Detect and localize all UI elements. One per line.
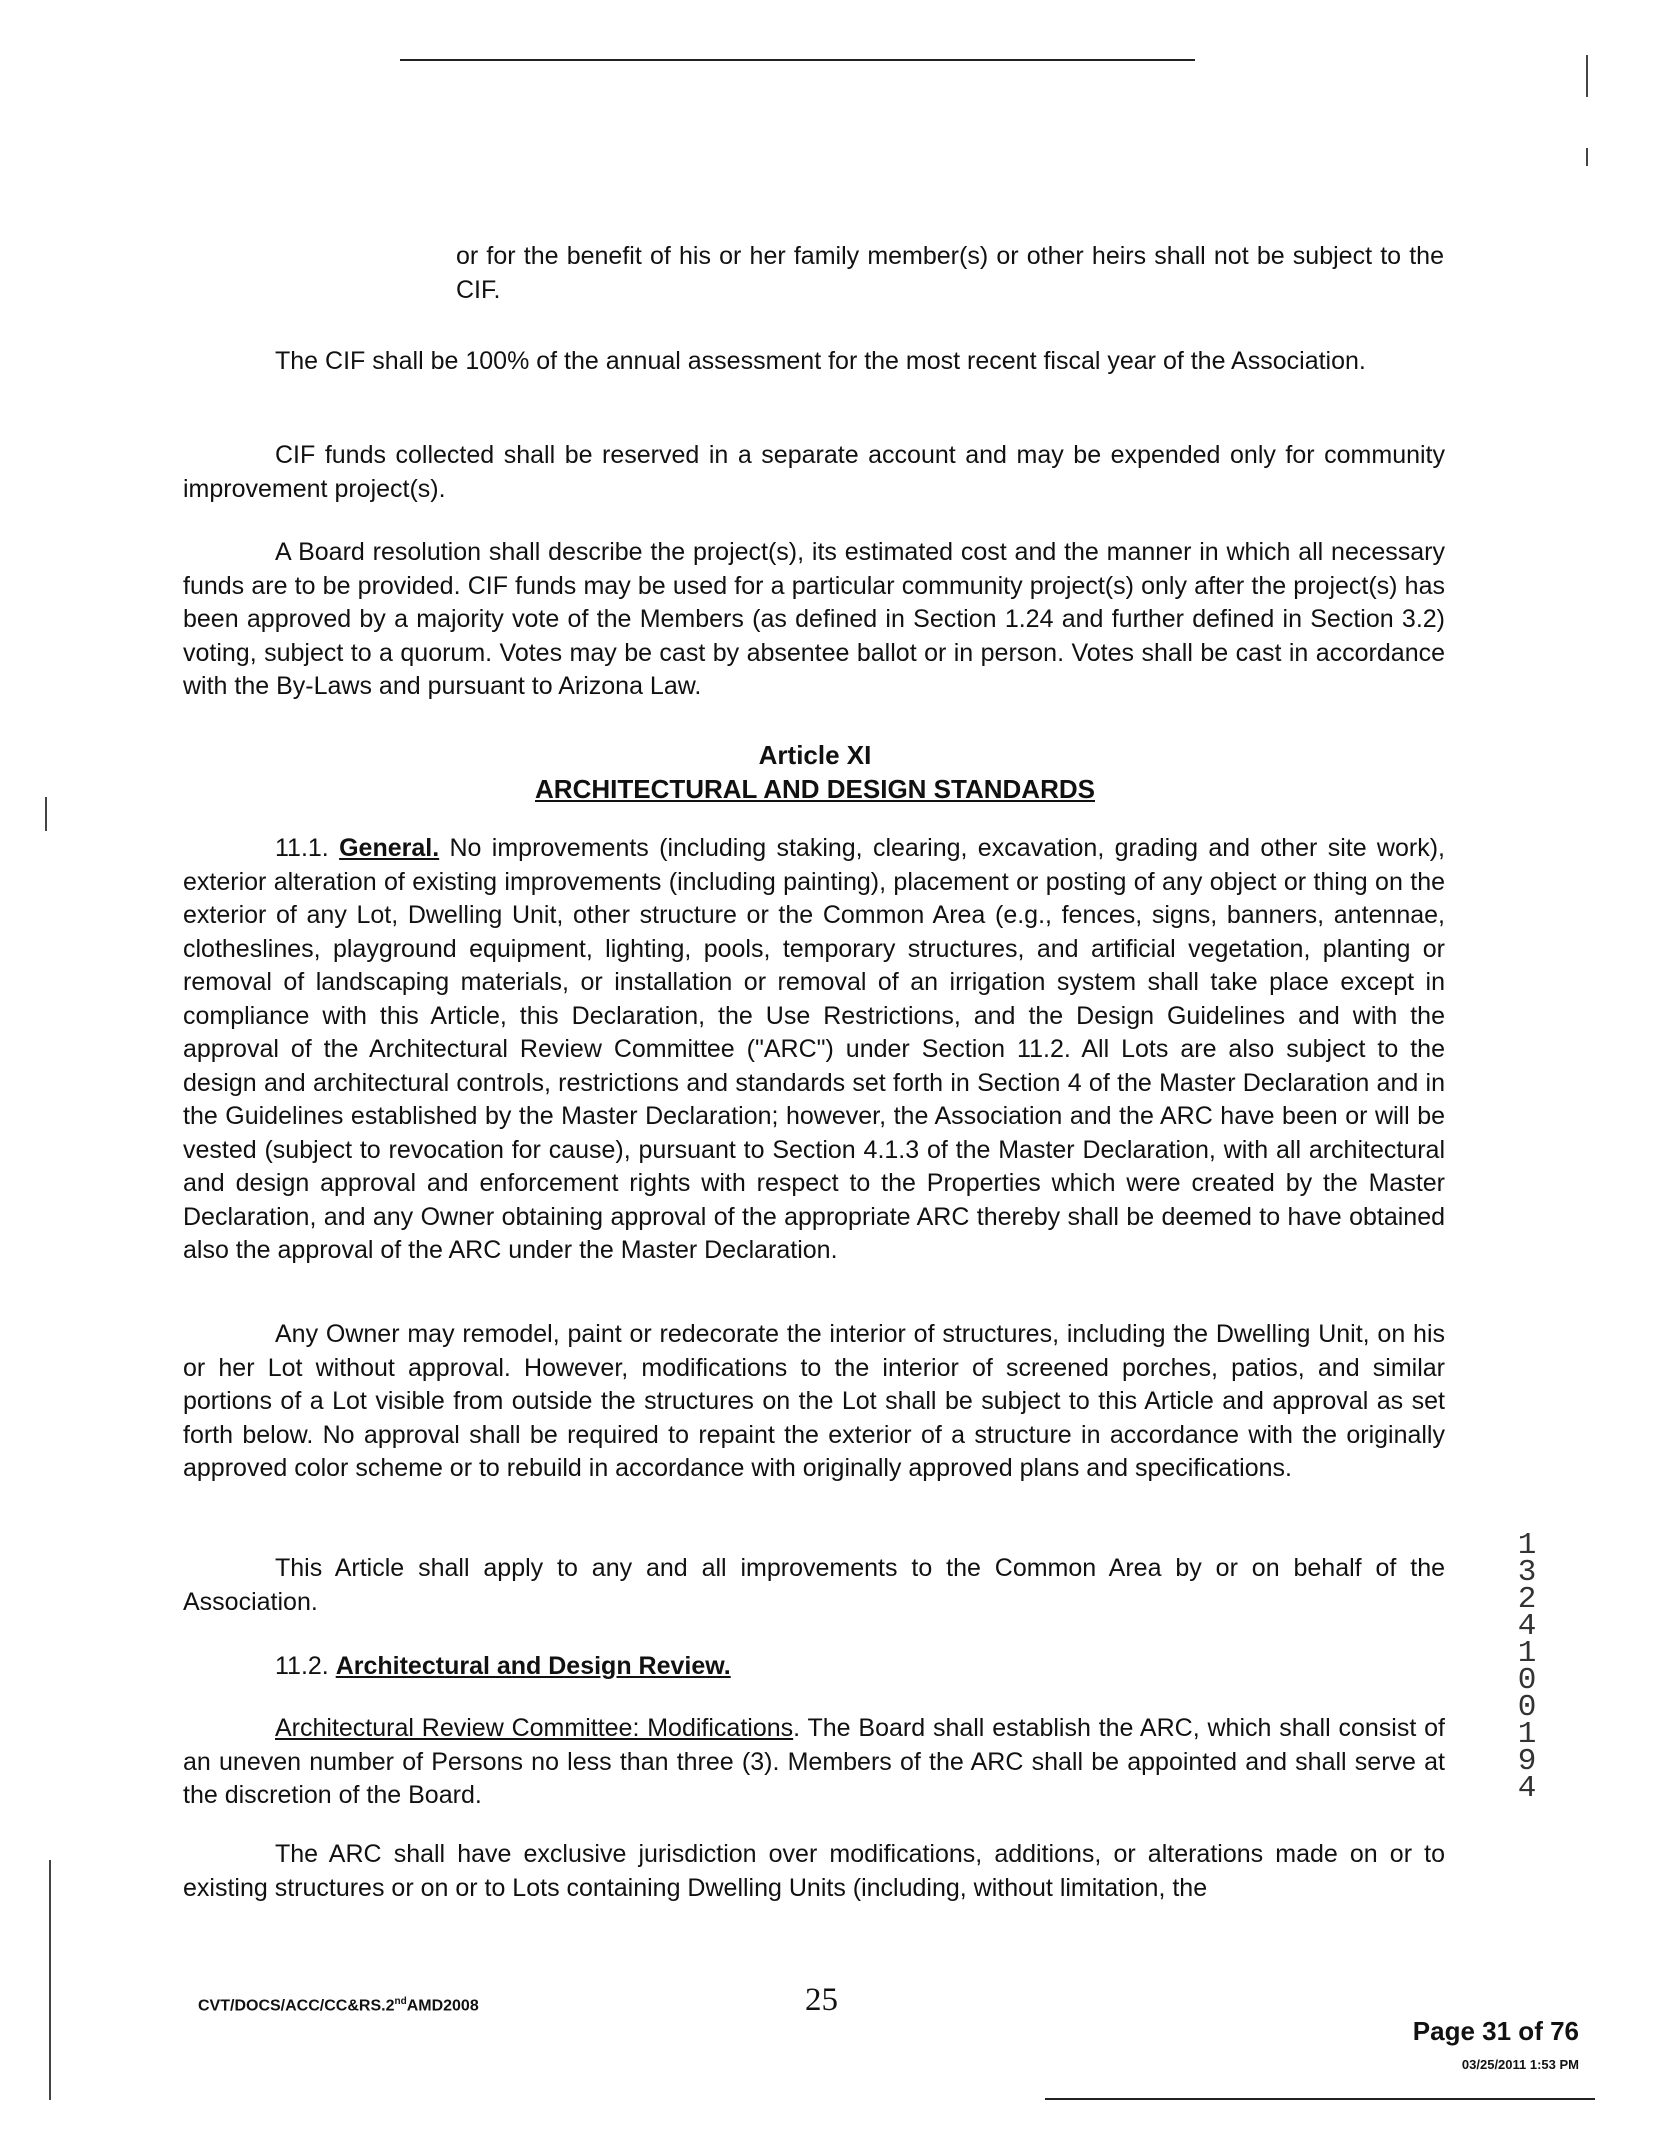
article-title: ARCHITECTURAL AND DESIGN STANDARDS	[535, 774, 1095, 804]
page-number: 25	[805, 1982, 838, 2018]
section-11-2	[183, 1650, 1445, 1684]
section-number: 11.2.	[275, 1652, 329, 1680]
right-margin-tick-2	[1586, 148, 1588, 166]
paragraph-cif-funds: CIF funds collected shall be reserved in a separate account and may be expended only for community improvement project(s).	[183, 441, 1445, 503]
left-edge-line	[49, 1860, 51, 2100]
paragraph-common-area: This Article shall apply to any and all improvements to the Common Area by or on behalf of the Association.	[183, 1554, 1445, 1616]
section-body: No improvements (including staking, clearing, excavation, grading and other site work), exterior alteration of existing improvements (including painting), placement or posting of any object or thing on the exterior of any Lot, Dwelling Unit, other structure or the Common Area (e.g., fences, signs, banners, antennae, clotheslines, playground equipment, lighting, pools, temporary structures, and artificial vegetation, planting or removal of landscaping materials, or installation or removal of an irrigation system shall take place except in compliance with this Article, this Declaration, the Use Restrictions, and the Design Guidelines and with the approval of the Architectural Review Committee ("ARC") under Section 11.2. All Lots are also subject to the design and architectural controls, restrictions and standards set forth in Section 4 of the Master Declaration and in the Guidelines established by the Master Declaration; however, the Association and the ARC have been or will be vested (subject to revocation for cause), pursuant to Section 4.1.3 of the Master Declaration, with all architectural and design approval and enforcement rights with respect to the Properties which were created by the Master Declaration, and any Owner obtaining approval of the appropriate ARC thereby shall be deemed to have obtained also the approval of the ARC under the Master Declaration.	[183, 834, 1445, 1264]
print-timestamp: 03/25/2011 1:53 PM	[1461, 2057, 1579, 2072]
paragraph-cif-amount: The CIF shall be 100% of the annual assessment for the most recent fiscal year of the Association.	[275, 347, 1366, 375]
paragraph-arc-modifications	[183, 1712, 1445, 1813]
section-11-1	[183, 832, 1445, 1268]
margin-recording-code: 1 3 2 4 1 0 0 1 9 4	[1517, 1528, 1537, 1806]
left-margin-tick	[45, 797, 47, 831]
header-rule	[400, 59, 1195, 61]
article-number: Article XI	[758, 740, 872, 770]
section-number: 11.1.	[275, 834, 329, 862]
subsection-body: . The Board shall establish the ARC, which shall consist of an uneven number of Persons no less than three (3). Members of the ARC shall be appointed and shall serve at the discretion of the Board.	[183, 1714, 1445, 1809]
page-count: Page 31 of 76	[1412, 2016, 1579, 2046]
paragraph-arc-jurisdiction: The ARC shall have exclusive jurisdiction over modifications, additions, or alterations made on or to existing structures or on or to Lots containing Dwelling Units (including, without limitation, the	[183, 1840, 1445, 1902]
subsection-heading: Architectural Review Committee: Modifications	[275, 1714, 794, 1742]
paragraph-board-resolution: A Board resolution shall describe the project(s), its estimated cost and the manner in which all necessary funds are to be provided. CIF funds may be used for a particular community project(s) only after the project(s) has been approved by a majority vote of the Members (as defined in Section 1.24 and further defined in Section 3.2) voting, subject to a quorum. Votes may be cast by absentee ballot or in person. Votes shall be cast in accordance with the By-Laws and pursuant to Arizona Law.	[183, 538, 1445, 700]
paragraph-continuation: or for the benefit of his or her family member(s) or other heirs shall not be subject to the CIF.	[456, 242, 1444, 304]
section-heading: Architectural and Design Review.	[335, 1652, 731, 1680]
right-margin-tick	[1586, 55, 1588, 97]
section-heading: General.	[339, 834, 440, 862]
paragraph-owner-remodel: Any Owner may remodel, paint or redecorate the interior of structures, including the Dwelling Unit, on his or her Lot without approval. However, modifications to the interior of screened porches, patios, and similar portions of a Lot visible from outside the structures on the Lot shall be subject to this Article and approval as set forth below. No approval shall be required to repaint the exterior of a structure in accordance with the originally approved color scheme or to rebuild in accordance with originally approved plans and specifications.	[183, 1320, 1445, 1482]
footer-rule	[1045, 2098, 1595, 2100]
document-code: CVT/DOCS/ACC/CC&RS.2ndAMD2008	[198, 1996, 479, 2015]
